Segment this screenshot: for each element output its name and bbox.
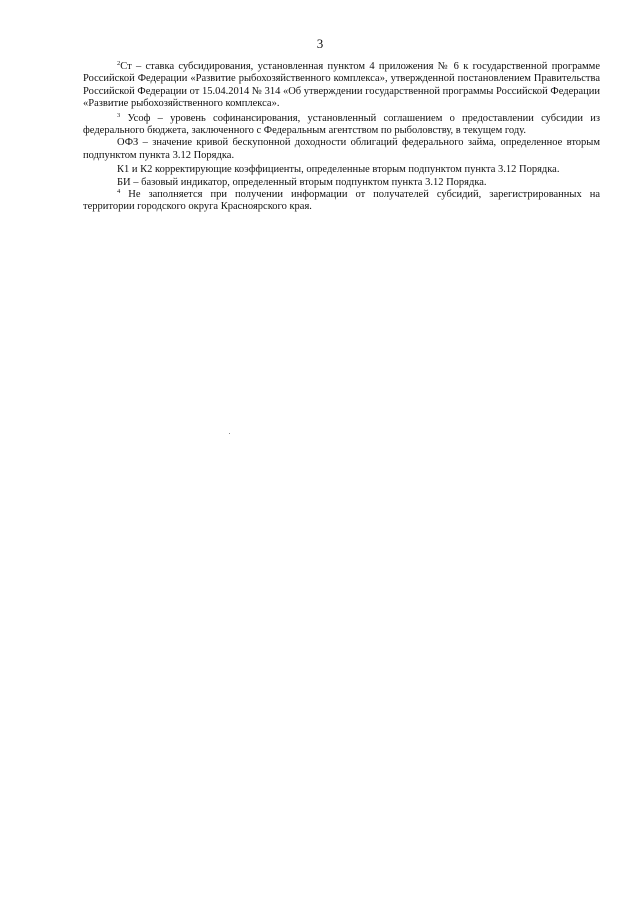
footnote-bi: [83, 177, 600, 189]
footnote-k1-k2: [83, 164, 600, 176]
footnote-4: [83, 189, 600, 214]
footnote-3-marker: 3: [117, 111, 121, 119]
footnote-2: [83, 61, 600, 111]
footnote-4-marker: 4: [117, 188, 121, 196]
footnote-3: [83, 113, 600, 138]
footnote-ofz-text: ОФЗ – значение кривой бескупонной доходности облигаций федерального займа, определенное вторым подпунктом пункта 3.12 Порядка.: [83, 137, 600, 161]
scan-speck: [229, 433, 230, 434]
footnote-ofz: [83, 137, 600, 162]
footnote-4-text: Не заполняется при получении информации от получателей субсидий, зарегистрированных на территории городского округа Красноярского края.: [83, 189, 600, 213]
page-number: 3: [316, 36, 324, 51]
footnotes: [83, 61, 600, 214]
footnote-bi-text: БИ – базовый индикатор, определенный вторым подпунктом пункта 3.12 Порядка.: [117, 176, 487, 188]
footnote-k1-k2-text: К1 и К2 корректирующие коэффициенты, определенные вторым подпунктом пункта 3.12 Порядка.: [117, 164, 560, 176]
footnote-3-text: Усоф – уровень софинансирования, установленный соглашением о предоставлении субсидии из федерального бюджета, заключенного с Федеральным агентством по рыболовству, в текущем году.: [83, 112, 600, 137]
footnote-2-text: Ст – ставка субсидирования, установленная пунктом 4 приложения № 6 к государственной программе Российской Федерации «Развитие рыбохозяйственного комплекса», утвержденной постановлением Правительства Российской Федерации от 15.04.2014 № 314 «Об утверждении государственной программы Российской Федерации «Развитие рыбохозяйственного комплекса».: [83, 61, 600, 110]
footnote-2-marker: 2: [117, 60, 121, 67]
